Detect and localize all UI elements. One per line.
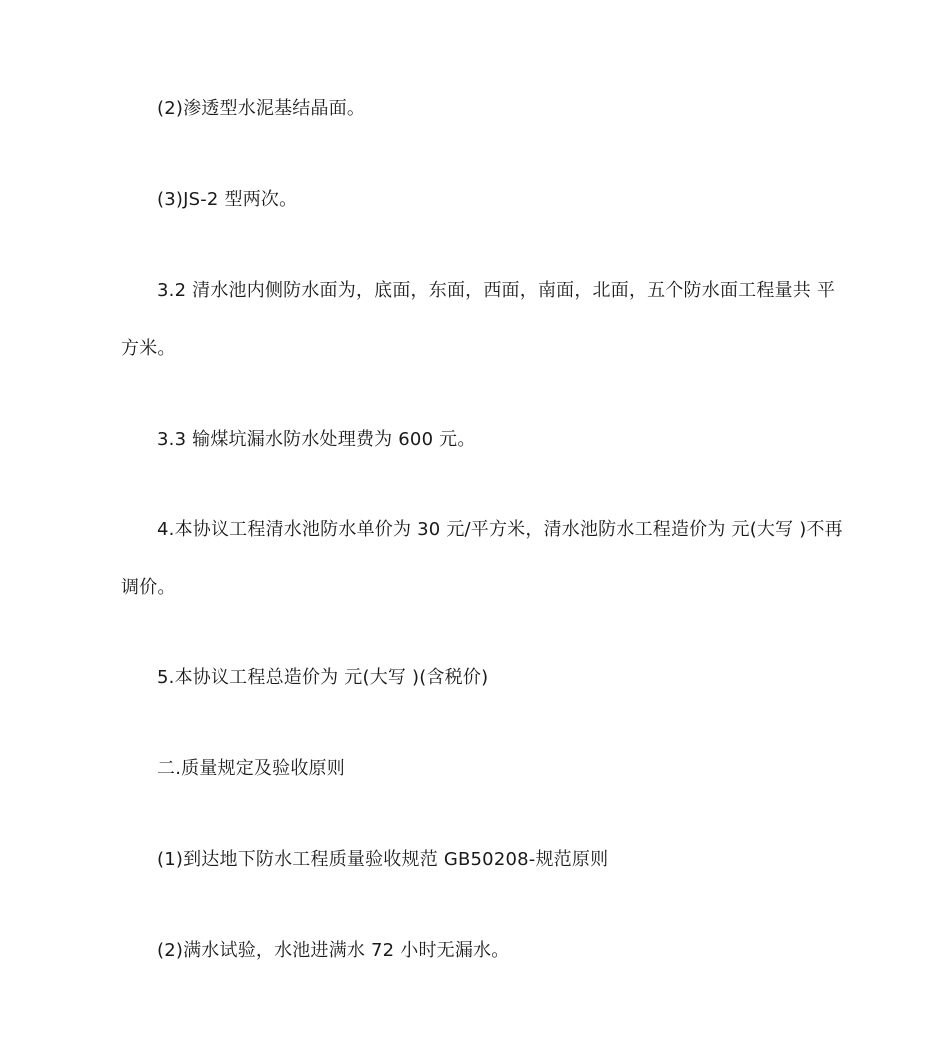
- paragraph-line-continued: 调价。: [121, 577, 176, 598]
- paragraph-line: (1)到达地下防水工程质量验收规范 GB50208-规范原则: [157, 849, 609, 870]
- paragraph-line: 3.2 清水池内侧防水面为，底面，东面，西面，南面，北面，五个防水面工程量共 平: [157, 280, 836, 301]
- paragraph-line: 3.3 输煤坑漏水防水处理费为 600 元。: [157, 429, 476, 450]
- paragraph-item-1-standard: [121, 848, 831, 872]
- paragraph-3-2-waterproof-surfaces: [121, 279, 836, 361]
- paragraph-item-2-water-test: [121, 939, 831, 963]
- paragraph-5-total-price: [121, 666, 831, 690]
- paragraph-3-3-leak-treatment-fee: [121, 428, 831, 452]
- paragraph-item-2-crystalline: [121, 97, 831, 121]
- paragraph-line-continued: 方米。: [121, 338, 176, 359]
- paragraph-line: 4.本协议工程清水池防水单价为 30 元/平方米，清水池防水工程造价为 元(大写 )不再: [157, 519, 843, 540]
- section-heading-quality-acceptance: [121, 757, 831, 781]
- paragraph-line: (2)渗透型水泥基结晶面。: [157, 98, 366, 119]
- paragraph-4-unit-price: [121, 518, 843, 600]
- paragraph-line: (3)JS-2 型两次。: [157, 189, 298, 210]
- paragraph-item-3-js2: [121, 188, 831, 212]
- paragraph-line: 二.质量规定及验收原则: [157, 758, 345, 779]
- paragraph-line: (2)满水试验，水池进满水 72 小时无漏水。: [157, 940, 510, 961]
- paragraph-line: 5.本协议工程总造价为 元(大写 )(含税价): [157, 667, 489, 688]
